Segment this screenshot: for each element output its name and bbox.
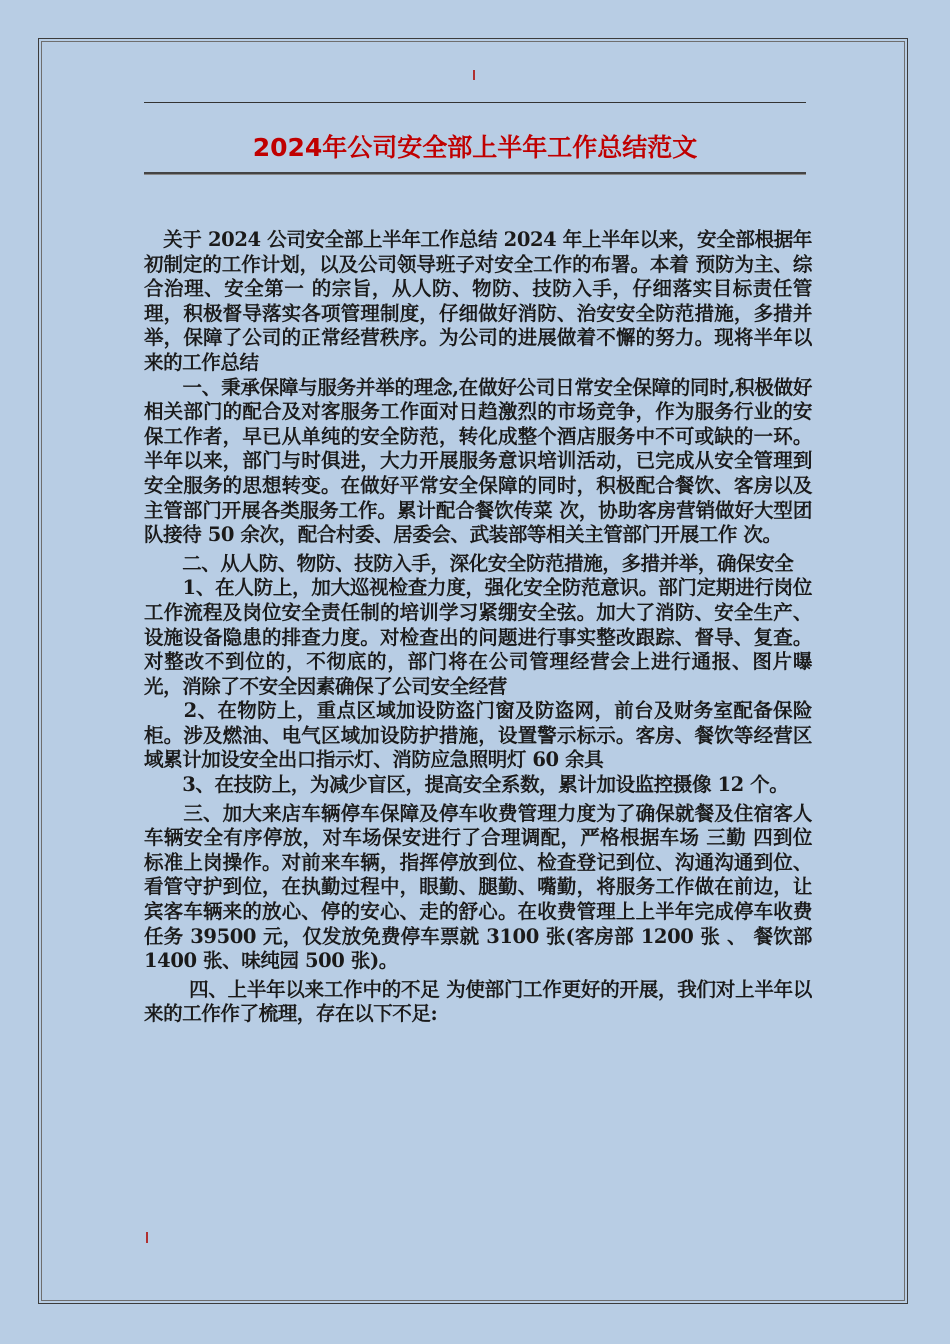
- document-title: 2024年公司安全部上半年工作总结范文: [252, 133, 698, 162]
- document-body: [144, 228, 812, 1027]
- paragraph-section-3: 三、加大来店车辆停车保障及停车收费管理力度为了确保就餐及住宿客人车辆安全有序停放，对车场保安进行了合理调配，严格根据车场 三勤 四到位 标准上岗操作。对前来车辆，指挥停放到位、检查登记到位、沟通沟通到位、看管守护到位，在执勤过程中，眼勤、腿勤、嘴勤，将服务工作做在前边，让宾客车辆来的放心、停的安心、走的舒心。在收费管理上上半年完成停车收费任务 39500 元，仅发放免费停车票就 3100 张(客房部 1200 张 、 餐饮部 1400 张、味纯园 500 张)。: [144, 801, 812, 973]
- header-rule: [144, 102, 806, 103]
- paragraph-section-1: 一、秉承保障与服务并举的理念,在做好公司日常安全保障的同时,积极做好相关部门的配合及对客服务工作面对日趋激烈的市场竞争，作为服务行业的安保工作者，早已从单纯的安全防范，转化成整个酒店服务中不可或缺的一环。半年以来，部门与时俱进，大力开展服务意识培训活动，已完成从安全管理到安全服务的思想转变。在做好平常安全保障的同时，积极配合餐饮、客房以及主管部门开展各类服务工作。累计配合餐饮传菜 次，协助客房营销做好大型团队接待 50 余次，配合村委、居委会、武装部等相关主管部门开展工作 次。: [144, 375, 812, 547]
- paragraph-item-1: 1、在人防上，加大巡视检查力度，强化安全防范意识。部门定期进行岗位工作流程及岗位安全责任制的培训学习紧绷安全弦。加大了消防、安全生产、设施设备隐患的排查力度。对检查出的问题进行事实整改跟踪、督导、复查。对整改不到位的，不彻底的，部门将在公司管理经营会上进行通报、图片曝光，消除了不安全因素确保了公司安全经营: [144, 576, 812, 698]
- paragraph-item-2: 2、在物防上，重点区域加设防盗门窗及防盗网，前台及财务室配备保险柜。涉及燃油、电气区域加设防护措施，设置警示标示。客房、餐饮等经营区域累计加设安全出口指示灯、消防应急照明灯 60 余具: [144, 699, 812, 772]
- paragraph-intro: 关于 2024 公司安全部上半年工作总结 2024 年上半年以来，安全部根据年初制定的工作计划，以及公司领导班子对安全工作的布署。本着 预防为主、综合治理、安全第一 的宗旨，从人防、物防、技防入手，仔细落实目标责任管理，积极督导落实各项管理制度，仔细做好消防、治安安全防范措施，多措并举，保障了公司的正常经营秩序。为公司的进展做着不懈的努力。现将半年以来的工作总结: [144, 228, 812, 374]
- paragraph-section-4: 四、上半年以来工作中的不足 为使部门工作更好的开展，我们对上半年以来的工作作了梳理，存在以下不足:: [144, 977, 812, 1026]
- title-underline: [144, 172, 806, 175]
- paragraph-section-2: 二、从人防、物防、技防入手，深化安全防范措施，多措并举，确保安全: [144, 551, 794, 575]
- header-cursor-mark: [473, 70, 475, 80]
- footer-cursor-mark: [146, 1232, 148, 1243]
- paragraph-item-3: 3、在技防上，为减少盲区，提高安全系数，累计加设监控摄像 12 个。: [144, 773, 789, 797]
